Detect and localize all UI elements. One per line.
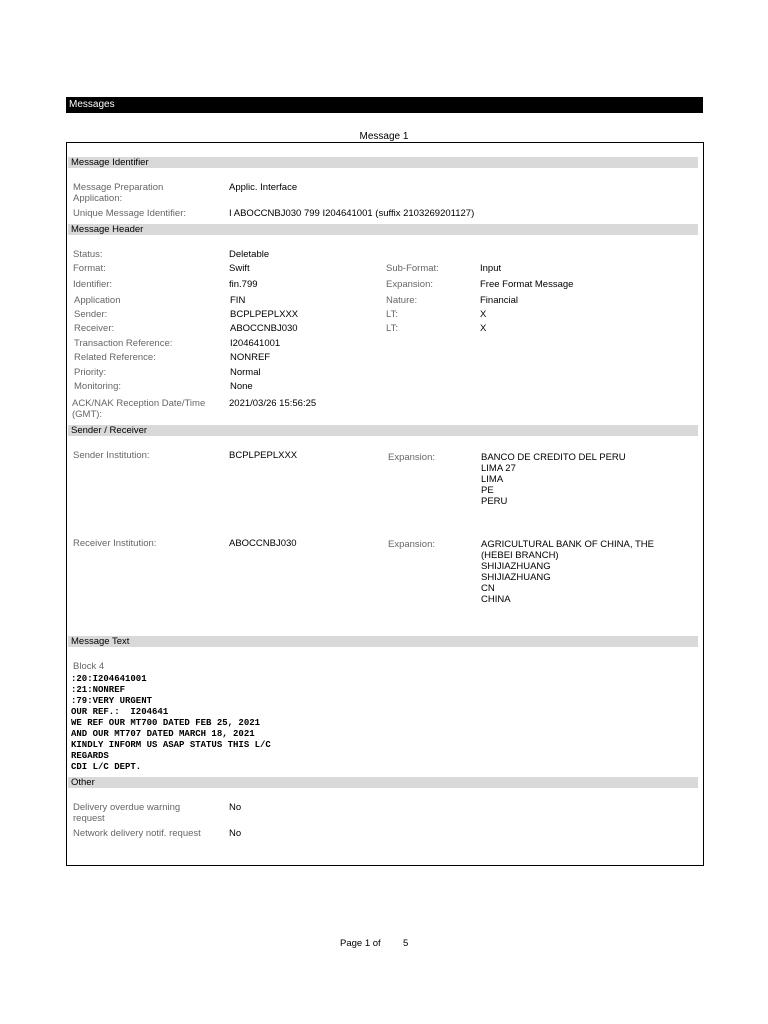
network-delivery-value: No: [229, 828, 242, 839]
receiver-expansion-line: CHINA: [481, 594, 511, 605]
network-delivery-label: Network delivery notif. request: [73, 828, 201, 839]
section-other: [68, 777, 698, 788]
message-text-line: OUR REF.: I204641: [71, 707, 169, 717]
message-text-line: CDI L/C DEPT.: [71, 762, 142, 772]
sender-expansion-line: LIMA: [481, 474, 504, 485]
expansion-label: Expansion:: [386, 279, 434, 290]
trn-value: I204641001: [230, 338, 281, 349]
prep-app-label-cont: Application:: [73, 193, 123, 204]
sender-label: Sender:: [74, 309, 108, 320]
receiver-institution-value: ABOCCNBJ030: [229, 538, 297, 549]
priority-label: Priority:: [74, 367, 107, 378]
message-text-line: :20:I204641001: [71, 674, 147, 684]
application-label: Application: [74, 295, 121, 306]
subformat-value: Input: [480, 263, 502, 274]
receiver-expansion-line: AGRICULTURAL BANK OF CHINA, THE: [481, 539, 654, 550]
message-text-line: :79:VERY URGENT: [71, 696, 153, 706]
overdue-warning-label-cont: request: [73, 813, 105, 824]
sender-expansion-label: Expansion:: [388, 452, 436, 463]
sender-value: BCPLPEPLXXX: [230, 309, 299, 320]
related-ref-label: Related Reference:: [74, 352, 156, 363]
messages-header-bar: [66, 97, 703, 113]
section-message-identifier: [68, 157, 698, 168]
identifier-label: Identifier:: [73, 279, 113, 290]
monitoring-label: Monitoring:: [74, 381, 121, 392]
receiver-expansion-line: SHIJIAZHUANG: [481, 561, 551, 572]
section-sender-receiver: [68, 425, 698, 436]
prep-app-value: Applic. Interface: [229, 182, 298, 193]
monitoring-value: None: [230, 381, 253, 392]
receiver-value: ABOCCNBJ030: [230, 323, 298, 334]
overdue-warning-label: Delivery overdue warning: [73, 802, 181, 813]
expansion-value: Free Format Message: [480, 279, 574, 290]
lt-value-2: X: [480, 323, 487, 334]
subformat-label: Sub-Format:: [386, 263, 439, 274]
lt-label-2: LT:: [386, 323, 398, 334]
section-title: Sender / Receiver: [71, 425, 148, 436]
message-text-line: REGARDS: [71, 751, 109, 761]
receiver-expansion-line: (HEBEI BRANCH): [481, 550, 559, 561]
sender-expansion-line: BANCO DE CREDITO DEL PERU: [481, 452, 626, 463]
overdue-warning-value: No: [229, 802, 242, 813]
section-message-text: [68, 636, 698, 647]
format-value: Swift: [229, 263, 250, 274]
umi-value: I ABOCCNBJ030 799 I204641001 (suffix 2103269201127): [229, 208, 475, 219]
message-text-line: :21:NONREF: [71, 685, 126, 695]
messages-title: Messages: [69, 99, 115, 110]
application-value: FIN: [230, 295, 246, 306]
status-value: Deletable: [229, 249, 270, 260]
receiver-expansion-line: CN: [481, 583, 495, 594]
receiver-institution-label: Receiver Institution:: [73, 538, 157, 549]
section-message-header: [68, 224, 698, 235]
sender-expansion-line: PE: [481, 485, 494, 496]
trn-label: Transaction Reference:: [74, 338, 173, 349]
receiver-expansion-line: SHIJIAZHUANG: [481, 572, 551, 583]
nature-label: Nature:: [386, 295, 418, 306]
section-title: Other: [71, 777, 95, 788]
sender-institution-value: BCPLPEPLXXX: [229, 450, 298, 461]
message-text-line: WE REF OUR MT700 DATED FEB 25, 2021: [71, 718, 261, 728]
receiver-expansion-block: [481, 539, 654, 605]
ack-label-cont: (GMT):: [72, 409, 103, 420]
prep-app-label: Message Preparation: [73, 182, 164, 193]
receiver-label: Receiver:: [74, 323, 115, 334]
message-text-line: AND OUR MT707 DATED MARCH 18, 2021: [71, 729, 255, 739]
related-ref-value: NONREF: [230, 352, 271, 363]
sender-expansion-line: LIMA 27: [481, 463, 516, 474]
sender-expansion-line: PERU: [481, 496, 508, 507]
total-pages: 5: [403, 938, 409, 949]
ack-value: 2021/03/26 15:56:25: [229, 398, 317, 409]
nature-value: Financial: [480, 295, 519, 306]
lt-label-1: LT:: [386, 309, 398, 320]
sender-institution-label: Sender Institution:: [73, 450, 150, 461]
ack-label: ACK/NAK Reception Date/Time: [72, 398, 206, 409]
message-text-line: KINDLY INFORM US ASAP STATUS THIS L/C: [71, 740, 271, 750]
sender-expansion-block: [481, 452, 626, 507]
message-text-block: [71, 674, 271, 773]
umi-label: Unique Message Identifier:: [73, 208, 187, 219]
message-title: Message 1: [359, 131, 409, 142]
section-title: Message Header: [71, 224, 144, 235]
block-label: Block 4: [73, 661, 105, 672]
page-label: Page 1 of: [340, 938, 381, 949]
section-title: Message Text: [71, 636, 130, 647]
status-label: Status:: [73, 249, 103, 260]
section-title: Message Identifier: [71, 157, 149, 168]
identifier-value: fin.799: [229, 279, 258, 290]
format-label: Format:: [73, 263, 106, 274]
receiver-expansion-label: Expansion:: [388, 539, 436, 550]
lt-value-1: X: [480, 309, 487, 320]
priority-value: Normal: [230, 367, 261, 378]
